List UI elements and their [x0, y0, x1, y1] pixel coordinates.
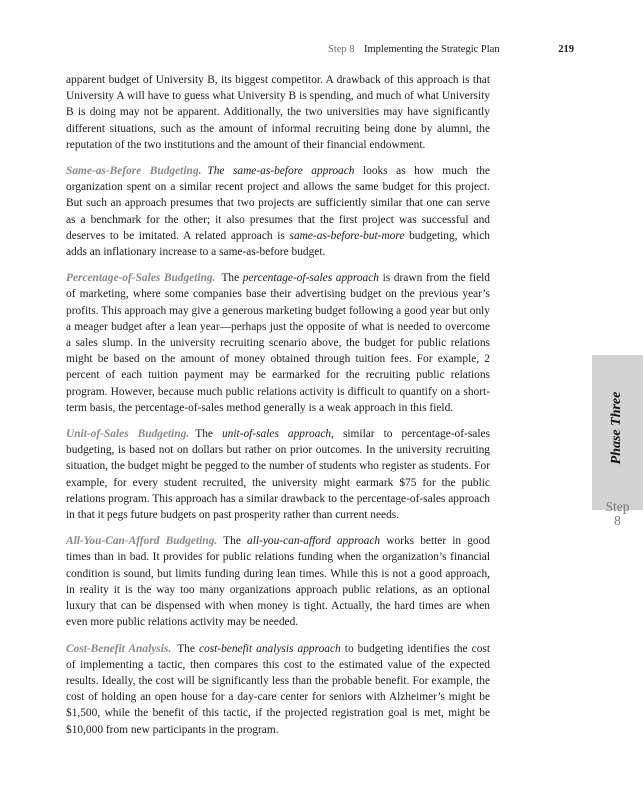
term-percentage-of-sales: percentage-of-sales approach: [242, 272, 380, 285]
pre-cost-benefit: The: [177, 642, 199, 655]
running-header: [0, 44, 643, 60]
section-heading-percentage-of-sales: Percentage-of-Sales Budgeting.: [66, 272, 216, 285]
term-cost-benefit: cost-benefit analysis approach: [198, 642, 341, 655]
phase-side-tab: [592, 355, 643, 528]
paragraph-intro: apparent budget of University B, its biggest competitor. A drawback of this approach is that University A will have to guess what University B is spending, and much of what University B is doing may not be apparent. Additionally, the two universities may have significantly different situations, such as the amount of informal recruiting being done by alumni, the reputation of the two institutions and the amount of their financial endowment.: [66, 74, 490, 151]
text-percentage-of-sales: is drawn from the field of marketing, where some companies base their advertising budget on the previous year’s profits. This approach may give a generous marketing budget following a good year but only a meager budget after a lean year—perhaps just the opposite of what is needed to overcome a sales slump. In the university recruiting scenario above, the budget for public relations might be based on the amount of money obtained through tuition fees. For example, 2 percent of each tuition payment may be earmarked for the recruiting public relations program. However, because much public relations activity is difficult to quantify on a short-term basis, the percentage-of-sales method generally is a weak approach in this field.: [66, 272, 490, 414]
text-unit-of-sales: similar to percentage-of-sales budgeting, is based not on dollars but rather on prior outcomes. In the university recruiting situation, the budget might be pegged to the number of students who register as students. For example, for every student recruited, the university might earmark $75 for the public relations program. This approach has a similar drawback to the percentage-of-sales approach in that it pegs future budgets on past prosperity rather than current needs.: [66, 428, 490, 522]
header-step-label: Step 8: [328, 44, 355, 55]
text-cost-benefit: to budgeting identifies the cost of implementing a tactic, then compares this cost to the estimated value of the expected results. Ideally, the cost will be significantly less than the probable benefit. For example, the cost of holding an open house for a day-care center for seniors with Alzheimer’s might be $1,500, while the benefit of this tactic, if the projected registration goal is met, might be $10,000 from new participants in the program.: [66, 642, 490, 736]
section-heading-unit-of-sales: Unit-of-Sales Budgeting.: [66, 428, 190, 441]
term-unit-of-sales: unit-of-sales approach,: [221, 428, 334, 441]
side-step-number: 8: [614, 513, 621, 528]
paragraph-cost-benefit: [66, 641, 490, 738]
text-all-you-can-afford: works better in good times than in bad. It provides for public relations funding when the organization’s financial condition is sound, but limits funding during lean times. While this is not a good approach, in reality it is the way too many organizations approach public relations, as an optional luxury that can be dispensed with when money is tight. Actually, the hard times are when even more public relations activity may be needed.: [66, 535, 491, 629]
pre-unit-of-sales: The: [195, 428, 222, 441]
paragraph-unit-of-sales: [66, 426, 490, 523]
text-same-as-before-1: looks as how much the organization spent on a similar recent project and allows the same budget for this project. But such an approach presumes that two projects are sufficiently similar that one can serve as a benchmark for the other; it also presumes that the first project was successful and deserves to be imitated. A related approach is: [66, 165, 490, 242]
section-heading-cost-benefit: Cost-Benefit Analysis.: [66, 642, 172, 655]
side-step-label: Step: [605, 499, 630, 514]
section-heading-same-as-before: Same-as-Before Budgeting.: [66, 165, 202, 178]
paragraph-percentage-of-sales: [66, 270, 490, 416]
paragraph-all-you-can-afford: [66, 533, 490, 630]
pre-percentage-of-sales: The: [221, 272, 243, 285]
term-same-as-before-but-more: same-as-before-but-more: [289, 229, 405, 242]
term-same-as-before: The same-as-before approach: [207, 165, 355, 178]
pre-all-you-can-afford: The: [223, 535, 248, 548]
page-number: 219: [558, 44, 574, 55]
term-all-you-can-afford: all-you-can-afford approach: [247, 535, 381, 548]
paragraph-same-as-before: [66, 163, 490, 260]
header-chapter-title: Implementing the Strategic Plan: [364, 44, 500, 55]
phase-label: Phase Three: [609, 391, 624, 465]
page-body: [66, 72, 490, 738]
text-same-as-before-2: budgeting, which adds an inflationary increase to a same-as-before budget.: [66, 229, 490, 259]
section-heading-all-you-can-afford: All-You-Can-Afford Budgeting.: [66, 535, 218, 548]
